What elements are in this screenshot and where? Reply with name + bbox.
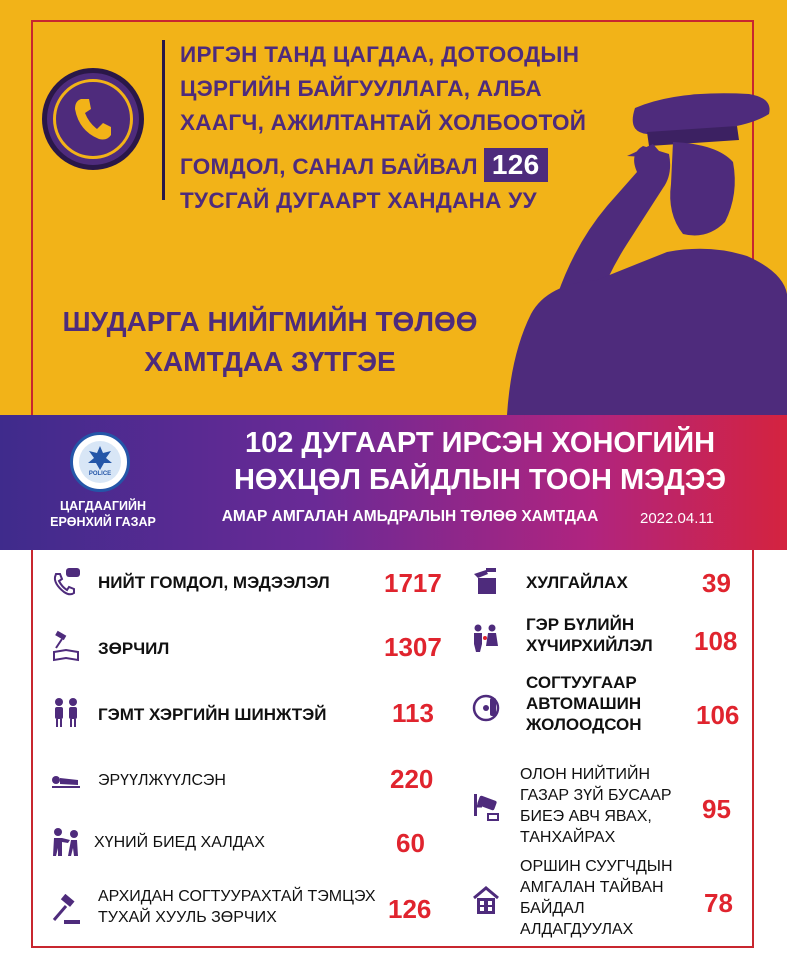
title-line: НӨХЦӨЛ БАЙДЛЫН ТООН МЭДЭЭ xyxy=(233,464,726,496)
stat-value: 78 xyxy=(704,888,733,918)
stat-label: ХҮНИЙ БИЕД ХАЛДАХ xyxy=(94,834,265,851)
stat-label: АРХИДАН СОГТУУРАХТАЙ ТЭМЦЭХ ТУХАЙ ХУУЛЬ ЗӨРЧИХ xyxy=(98,888,376,926)
stat-label: ГЭР БҮЛИЙН ХҮЧИРХИЙЛЭЛ xyxy=(526,615,653,655)
stat-value: 106 xyxy=(696,700,740,730)
stat-label: ХУЛГАЙЛАХ xyxy=(526,573,628,592)
stat-item xyxy=(470,566,750,602)
org-name-line: ЕРӨНХИЙ ГАЗАР xyxy=(50,515,156,529)
assault-icon xyxy=(50,826,82,858)
stat-label: ОРШИН СУУГЧДЫН АМГАЛАН ТАЙВАН БАЙДАЛ АЛДАГДУУЛАХ xyxy=(520,858,673,938)
gavel-icon xyxy=(50,894,82,926)
stat-label: НИЙТ ГОМДОЛ, МЭДЭЭЛЭЛ xyxy=(98,573,330,592)
report-title xyxy=(180,425,780,499)
message-line: ИРГЭН ТАНД ЦАГДАА, ДОТООДЫН xyxy=(180,42,580,67)
stat-item xyxy=(50,826,450,862)
phone-icon xyxy=(42,68,144,170)
phone-chat-icon xyxy=(50,566,82,598)
divider-line xyxy=(162,40,165,200)
hotline-message xyxy=(180,38,620,218)
logo-text: POLICE xyxy=(88,471,112,477)
stat-value: 220 xyxy=(390,764,434,794)
domestic-violence-icon xyxy=(470,622,502,654)
stat-value: 1717 xyxy=(384,568,442,598)
stat-item xyxy=(470,612,750,664)
stat-label: ГЭМТ ХЭРГИЙН ШИНЖТЭЙ xyxy=(98,705,327,724)
stat-value: 113 xyxy=(392,698,434,728)
police-logo xyxy=(70,432,130,492)
stat-value: 1307 xyxy=(384,632,442,662)
stat-label: ОЛОН НИЙТИЙН ГАЗАР ЗҮЙ БУСААР БИЕЭ АВЧ ЯВАХ, ТАНХАЙРАХ xyxy=(520,766,672,846)
stat-value: 60 xyxy=(396,828,425,858)
slogan-line: ХАМТДАА ЗҮТГЭЕ xyxy=(144,346,396,377)
org-name-line: ЦАГДААГИЙН xyxy=(60,499,146,513)
stat-item xyxy=(470,856,750,940)
hotline-section xyxy=(0,0,787,415)
report-banner xyxy=(0,415,787,550)
stat-item xyxy=(50,886,450,930)
people-icon xyxy=(50,696,82,728)
gavel-book-icon xyxy=(50,630,82,662)
message-line: ГОМДОЛ, САНАЛ БАЙВАЛ xyxy=(180,154,478,179)
stat-value: 95 xyxy=(702,794,731,824)
message-line: ХААГЧ, АЖИЛТАНТАЙ ХОЛБООТОЙ xyxy=(180,110,587,135)
drunk-driving-icon xyxy=(470,692,502,724)
hotline-number[interactable]: 126 xyxy=(484,148,548,182)
message-line: ЦЭРГИЙН БАЙГУУЛЛАГА, АЛБА xyxy=(180,76,542,101)
report-date: 2022.04.11 xyxy=(640,510,714,527)
stat-item xyxy=(470,764,750,848)
emblem-icon xyxy=(86,445,114,471)
slogan-line: ШУДАРГА НИЙГМИЙН ТӨЛӨӨ xyxy=(62,306,478,337)
message-line: ТУСГАЙ ДУГААРТ ХАНДАНА УУ xyxy=(180,188,537,213)
stat-item xyxy=(50,696,450,732)
organization-name xyxy=(40,498,166,530)
stat-value: 39 xyxy=(702,568,731,598)
lying-person-icon xyxy=(50,762,82,794)
report-subtitle: АМАР АМГАЛАН АМЬДРАЛЫН ТӨЛӨӨ ХАМТДАА xyxy=(221,508,599,525)
building-icon xyxy=(470,884,502,916)
cctv-icon xyxy=(470,790,502,822)
stat-value: 108 xyxy=(694,626,738,656)
stat-item xyxy=(470,672,750,744)
title-line: 102 ДУГААРТ ИРСЭН ХОНОГИЙН xyxy=(244,427,716,459)
stat-item xyxy=(50,762,450,798)
slogan xyxy=(20,302,520,382)
stat-label: ЗӨРЧИЛ xyxy=(98,639,170,658)
stat-label: СОГТУУГААР АВТОМАШИН ЖОЛООДСОН xyxy=(526,673,642,734)
theft-icon xyxy=(470,566,502,598)
stat-item xyxy=(50,566,450,602)
stat-item xyxy=(50,630,450,666)
stat-value: 126 xyxy=(388,894,432,924)
stat-label: ЭРҮҮЛЖҮҮЛСЭН xyxy=(98,772,226,789)
